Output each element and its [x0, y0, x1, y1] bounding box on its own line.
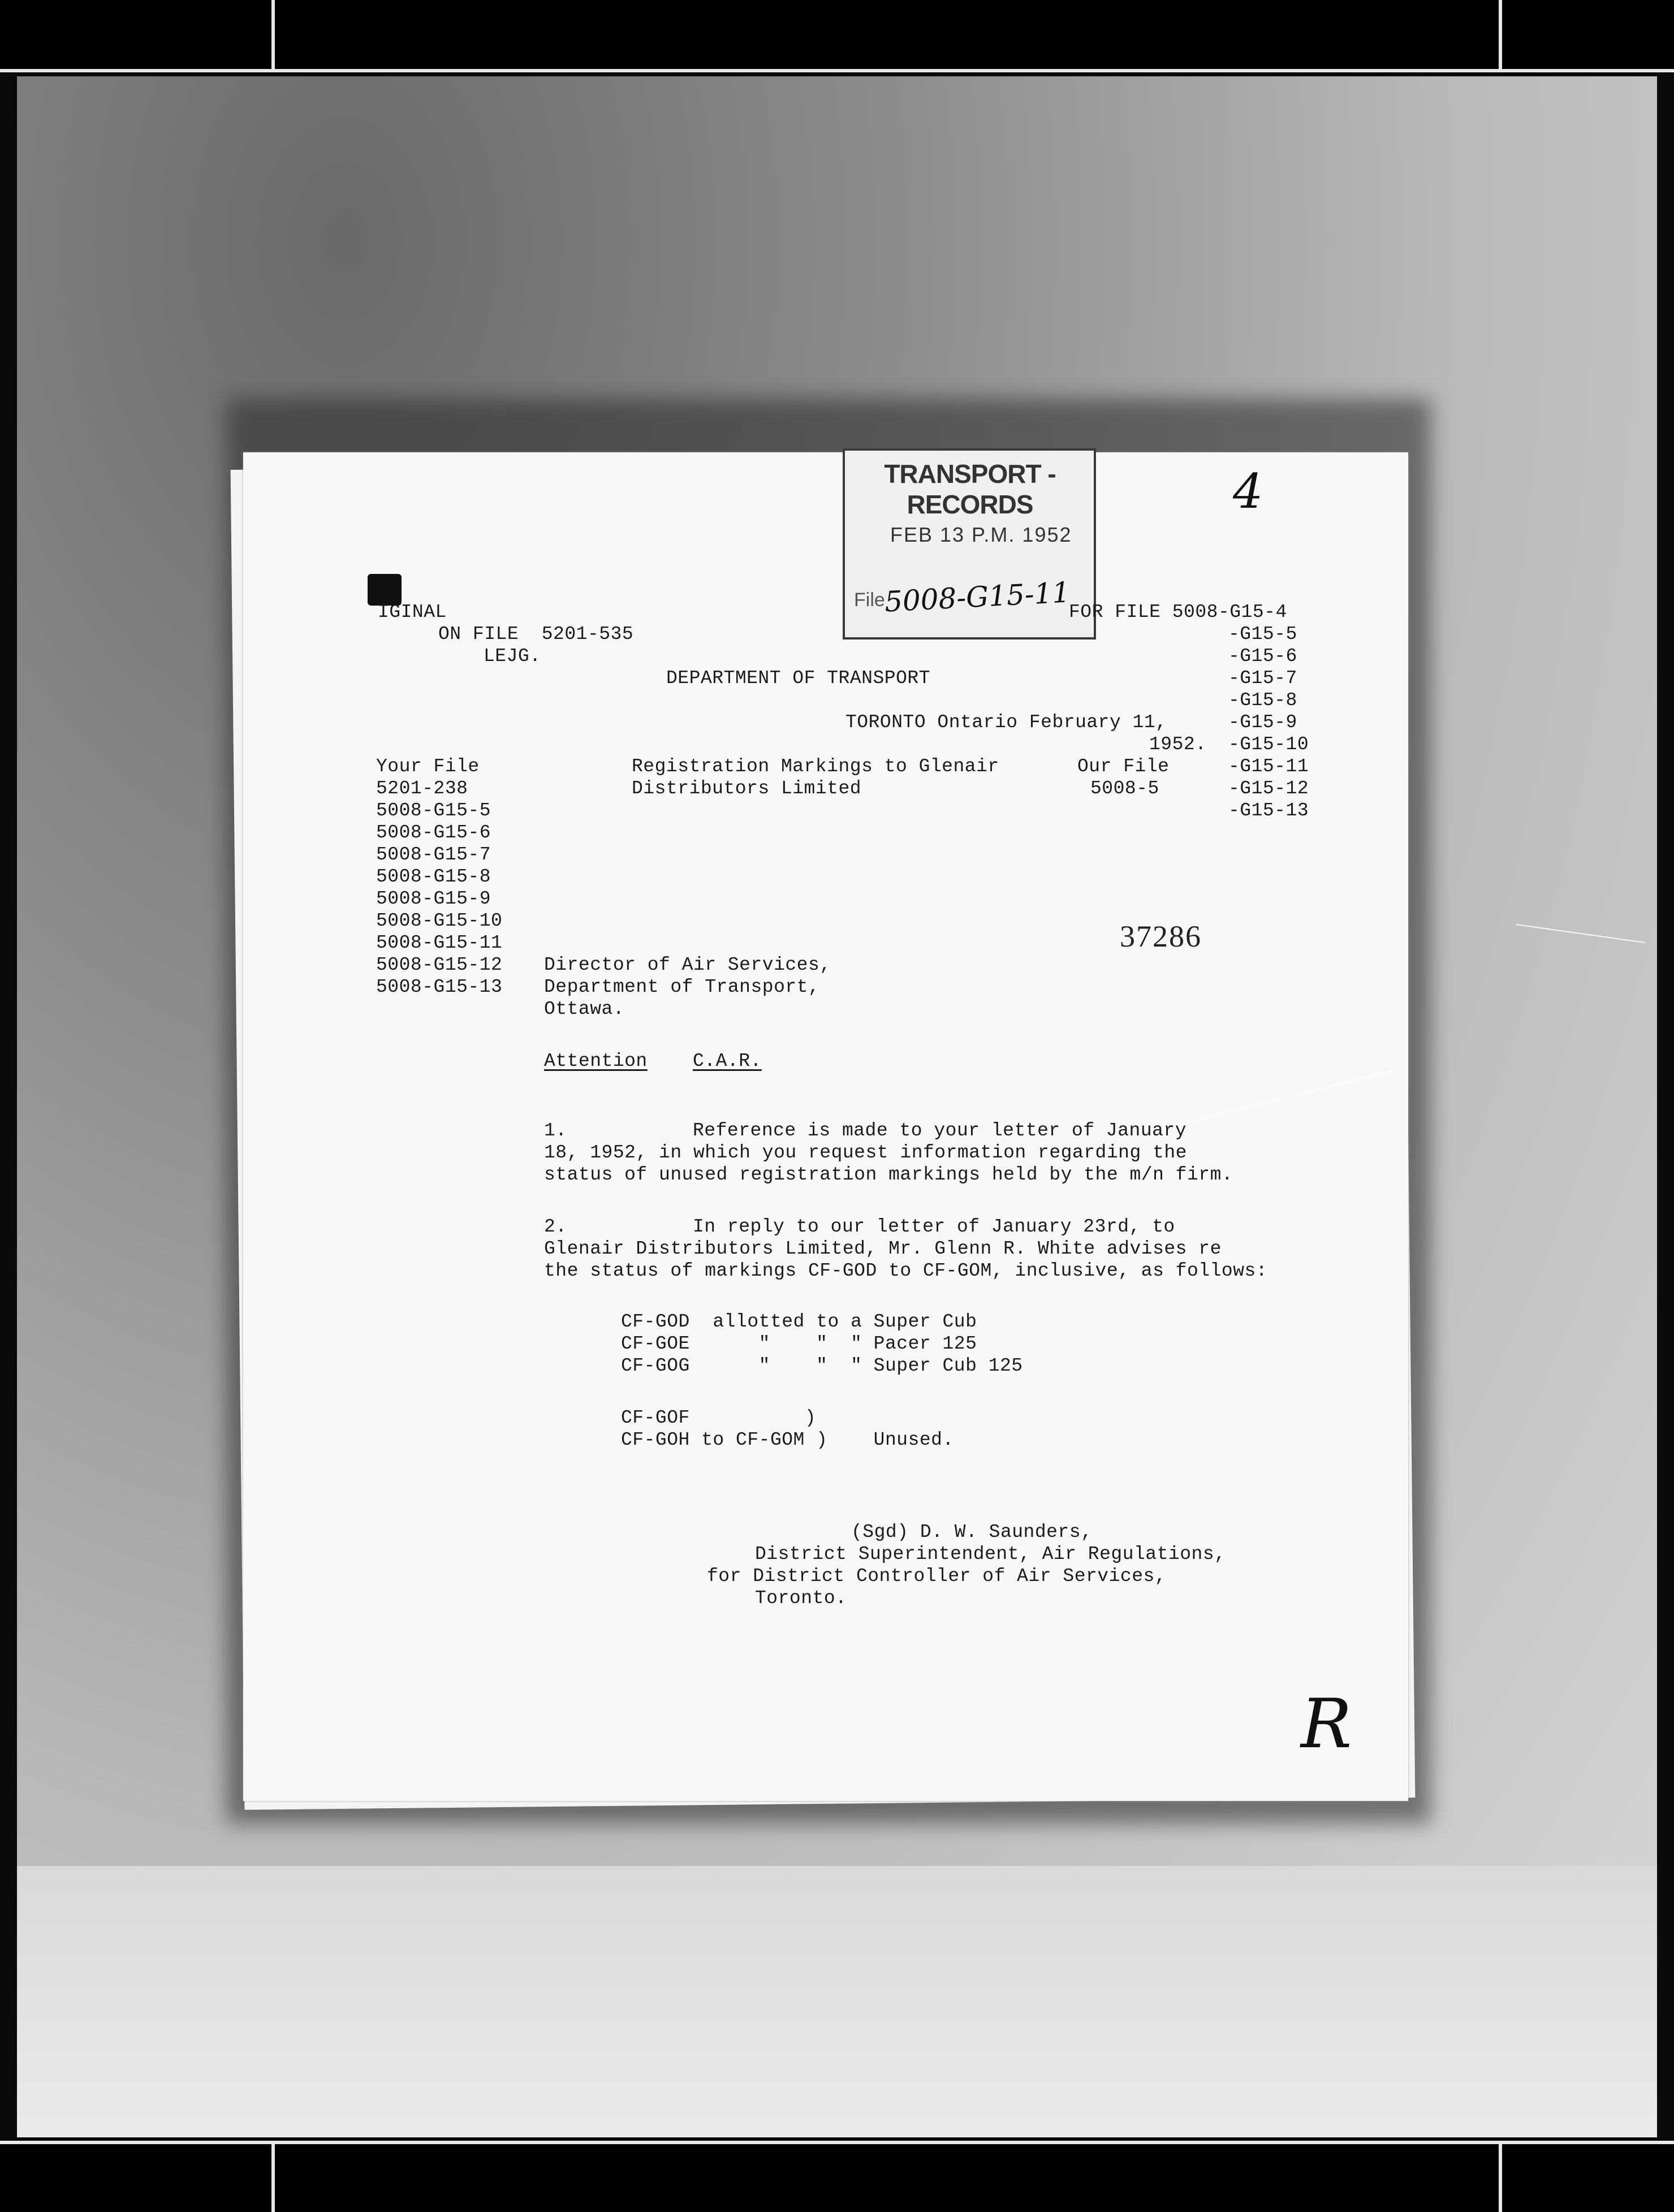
film-strip-bottom [0, 2143, 1674, 2212]
your-file-number: 5008-G15-8 [376, 866, 491, 887]
your-file-number: 5008-G15-12 [376, 954, 503, 975]
film-frame-line [1499, 0, 1502, 72]
for-file-item: -G15-6 [1228, 646, 1297, 667]
film-strip-top [0, 0, 1674, 74]
for-file-item: -G15-10 [1228, 734, 1309, 755]
your-file-number: 5008-G15-7 [376, 844, 491, 865]
stamp-date: FEB 13 P.M. 1952 [890, 523, 1072, 546]
paragraph1-line: Reference is made to your letter of January [693, 1120, 1187, 1141]
for-file-item: -G15-13 [1228, 800, 1309, 821]
our-file-label: Our File [1077, 756, 1170, 777]
paragraph2-line: In reply to our letter of January 23rd, to [693, 1216, 1175, 1237]
film-frame-line [0, 2141, 1674, 2144]
on-file-line: ON FILE 5201-535 [438, 624, 634, 645]
original-line: IGINAL [378, 602, 447, 623]
place-date-line1: TORONTO Ontario February 11, [845, 712, 1167, 733]
department-heading: DEPARTMENT OF TRANSPORT [666, 668, 930, 689]
film-frame-line [1499, 2143, 1502, 2212]
for-file-item: -G15-11 [1228, 756, 1309, 777]
for-file-line: FOR FILE 5008-G15-4 [1069, 602, 1287, 623]
your-file-number: 5008-G15-11 [376, 932, 503, 953]
for-file-item: -G15-12 [1228, 778, 1309, 799]
scan-backdrop-lower [17, 1866, 1657, 2137]
addressee-line1: Director of Air Services, [544, 954, 831, 975]
film-frame-line [0, 69, 1674, 72]
paragraph1-line: status of unused registration markings held by the m/n firm. [544, 1164, 1233, 1185]
addressee-line2: Department of Transport, [544, 977, 820, 997]
your-file-number: 5008-G15-5 [376, 800, 491, 821]
our-file-number: 5008-5 [1090, 778, 1159, 799]
paragraph2-number: 2. [544, 1216, 567, 1237]
stamp-file-number: 5008-G15-11 [883, 576, 1071, 619]
transport-records-stamp [843, 448, 1096, 640]
addressee-line3: Ottawa. [544, 999, 625, 1019]
initials-line: LEJG. [484, 646, 541, 667]
place-date-line2: 1952. [1149, 734, 1207, 755]
film-frame-line [271, 2143, 275, 2212]
your-file-number: 5201-238 [376, 778, 468, 799]
film-frame-line [271, 0, 275, 72]
paragraph2-line: Glenair Distributors Limited, Mr. Glenn R. White advises re [544, 1238, 1222, 1259]
paragraph2-line: the status of markings CF-GOD to CF-GOM, inclusive, as follows: [544, 1260, 1268, 1281]
paragraph1-line: 18, 1952, in which you request information regarding the [544, 1142, 1187, 1163]
paragraph1-number: 1. [544, 1120, 567, 1141]
signature-line: for District Controller of Air Services, [707, 1566, 1167, 1587]
subject-line2: Distributors Limited [632, 778, 862, 799]
signature-line: (Sgd) D. W. Saunders, [851, 1522, 1093, 1543]
marking-row: CF-GOG " " " Super Cub 125 [621, 1355, 1023, 1376]
for-file-item: -G15-8 [1228, 690, 1297, 711]
your-file-number: 5008-G15-10 [376, 910, 503, 931]
attention-value: C.A.R. [693, 1051, 762, 1072]
for-file-item: -G15-5 [1228, 624, 1297, 645]
reference-number: 37286 [1120, 919, 1202, 953]
handwritten-top-mark: 4 [1233, 464, 1263, 519]
for-file-item: -G15-9 [1228, 712, 1297, 733]
stamp-file-label: File [854, 589, 885, 611]
marking-row: CF-GOD allotted to a Super Cub [621, 1311, 977, 1332]
handwritten-initial: R [1301, 1685, 1352, 1764]
marking-row: CF-GOE " " " Pacer 125 [621, 1333, 977, 1354]
marking-row: CF-GOF ) [621, 1407, 817, 1428]
marking-row: CF-GOH to CF-GOM ) Unused. [621, 1429, 954, 1450]
your-file-number: 5008-G15-6 [376, 822, 491, 843]
signature-line: Toronto. [755, 1588, 847, 1609]
your-file-label: Your File [376, 756, 480, 777]
for-file-item: -G15-7 [1228, 668, 1297, 689]
attention-label: Attention [544, 1051, 648, 1072]
your-file-number: 5008-G15-13 [376, 977, 503, 997]
subject-line1: Registration Markings to Glenair [632, 756, 999, 777]
stamp-title: TRANSPORT - RECORDS [884, 459, 1056, 519]
signature-line: District Superintendent, Air Regulations, [755, 1544, 1226, 1565]
your-file-number: 5008-G15-9 [376, 888, 491, 909]
